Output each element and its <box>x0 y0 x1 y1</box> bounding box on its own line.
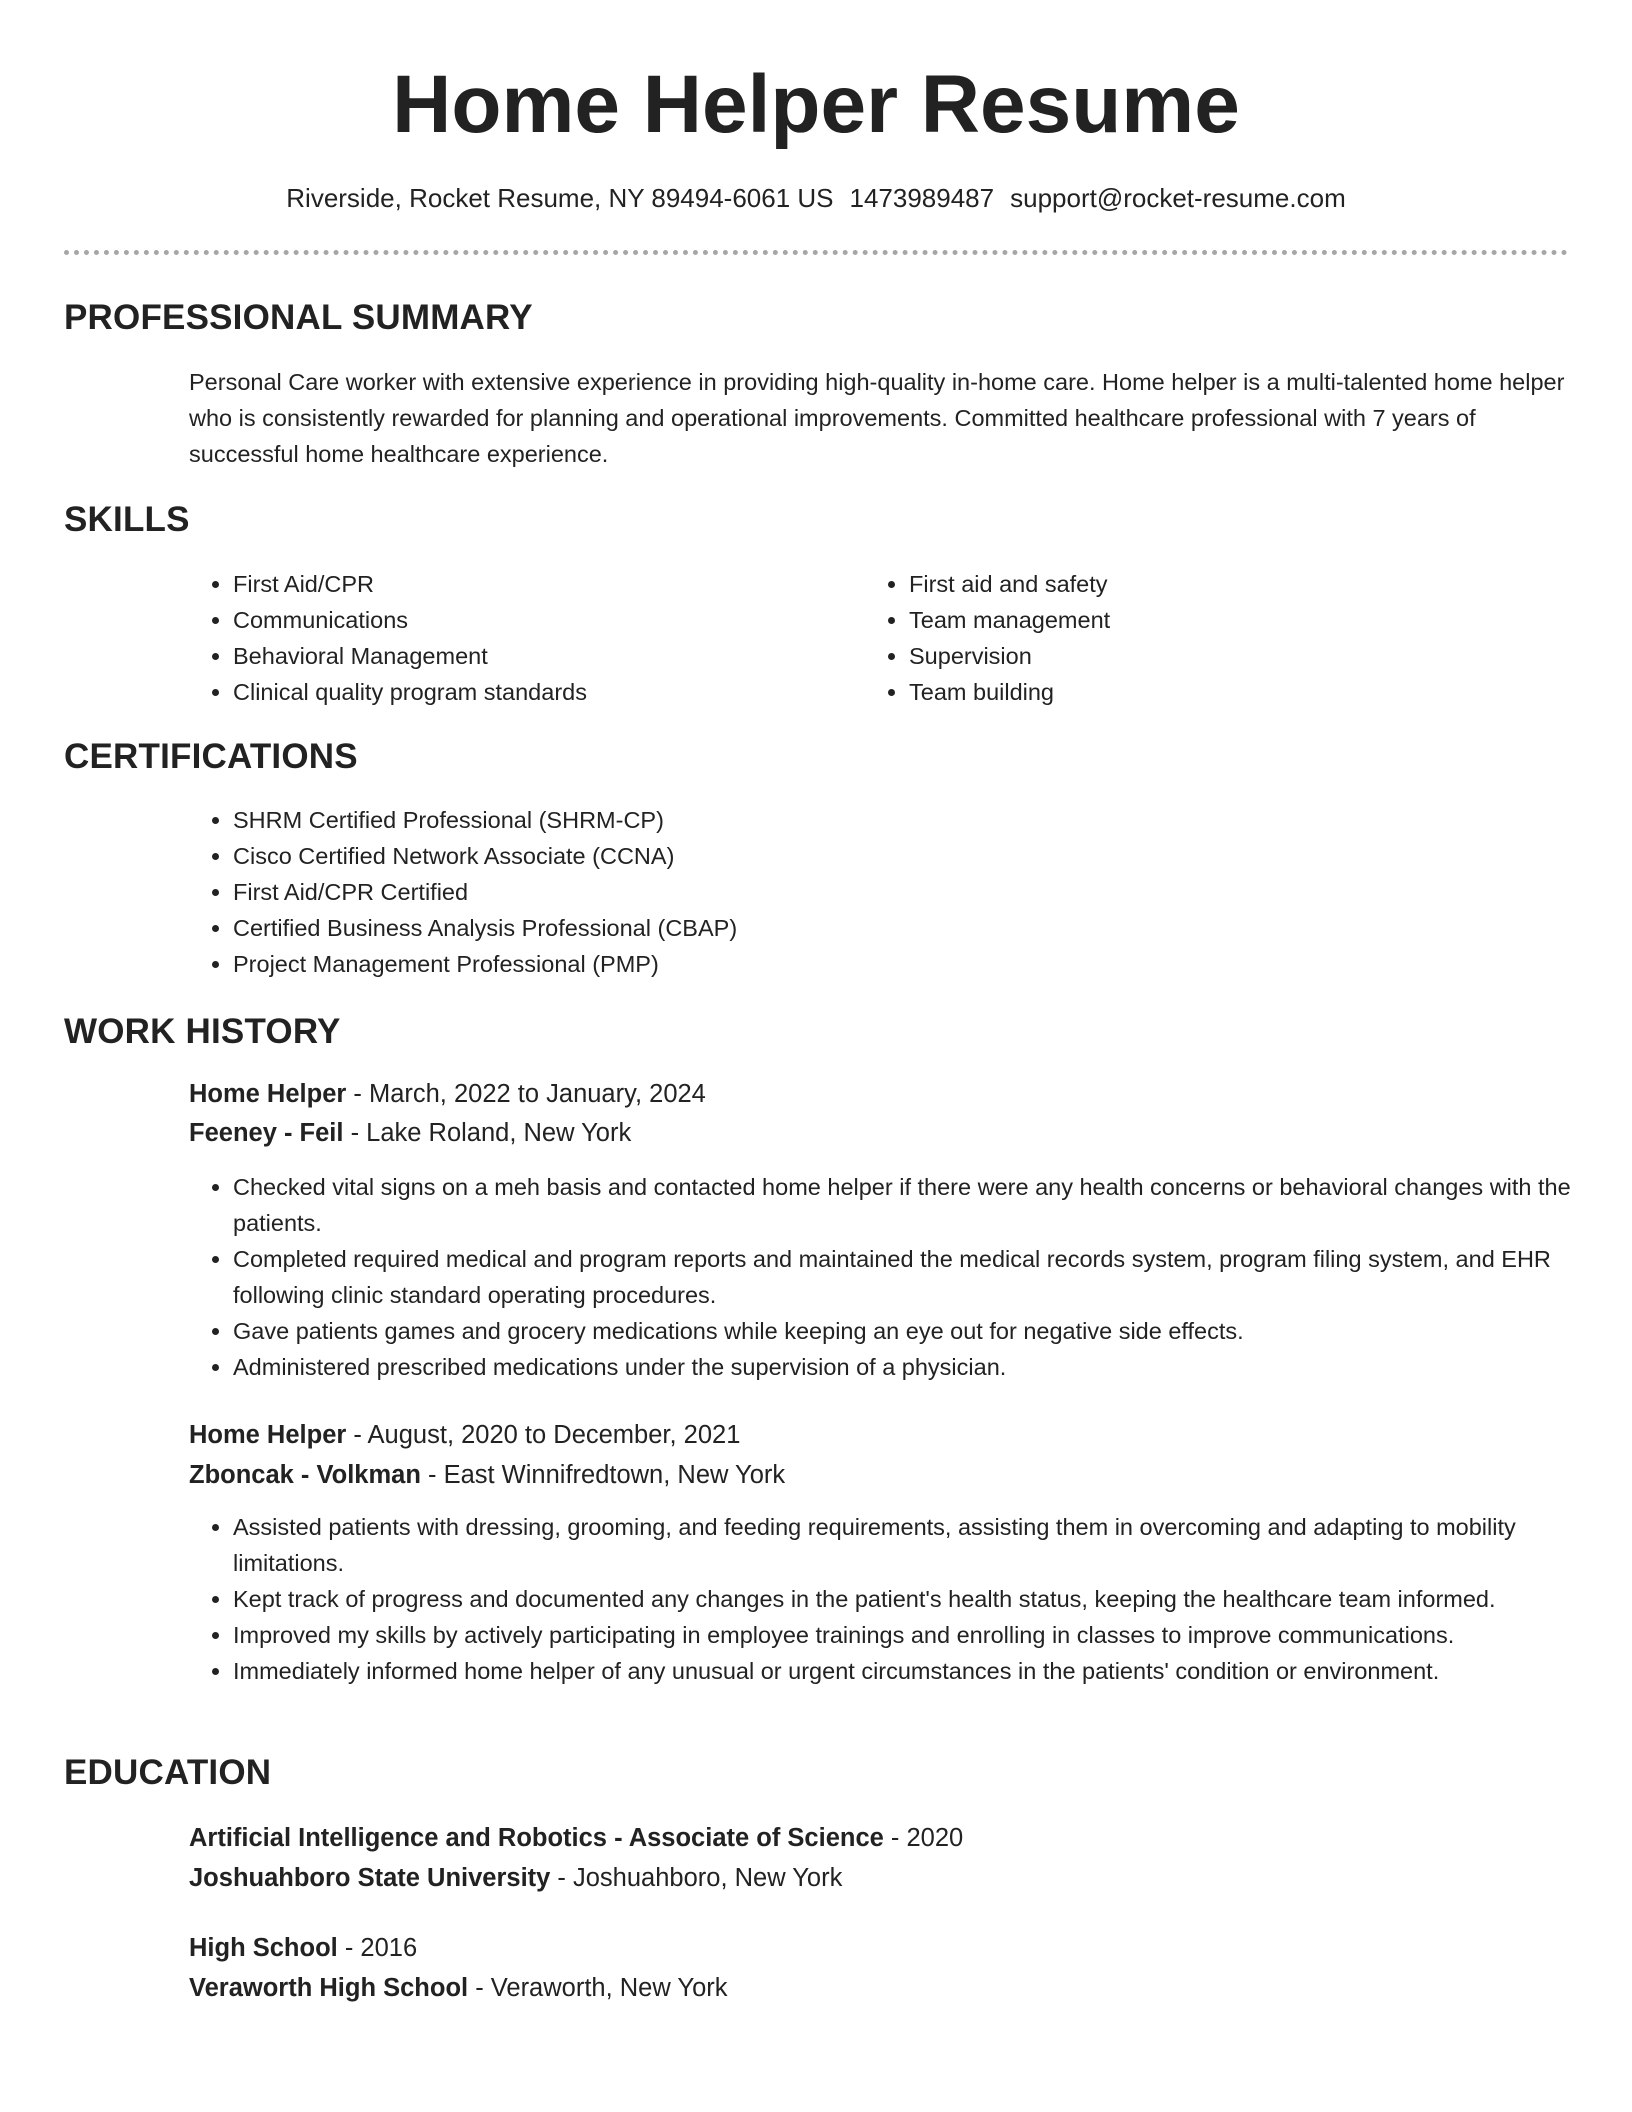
contact-address: Riverside, Rocket Resume, NY 89494-6061 US <box>286 183 834 213</box>
job-location: - East Winnifredtown, New York <box>420 1461 786 1489</box>
education-degree-line <box>189 1820 963 1856</box>
job-bullet: • Kept track of progress and documented any changes in the patient's health status, keeping the healthcare team informed. <box>233 1581 1618 1617</box>
certification-item: • Cisco Certified Network Associate (CCNA) <box>233 838 1613 874</box>
header-divider <box>64 250 1568 255</box>
certifications-heading: CERTIFICATIONS <box>64 737 358 776</box>
skill-item: • Clinical quality program standards <box>233 674 853 710</box>
job-title: Home Helper <box>189 1080 347 1108</box>
certification-item: • Project Management Professional (PMP) <box>233 946 1613 982</box>
certification-item: • First Aid/CPR Certified <box>233 874 1613 910</box>
contact-email: support@rocket-resume.com <box>1010 183 1346 213</box>
education-school-line <box>189 1860 842 1896</box>
job-company: Feeney - Feil <box>189 1119 344 1147</box>
resume-title: Home Helper Resume <box>392 59 1240 150</box>
job-bullet: • Immediately informed home helper of any unusual or urgent circumstances in the patients' condition or environment. <box>233 1653 1618 1689</box>
skill-item: • Communications <box>233 602 853 638</box>
job-bullet: • Administered prescribed medications under the supervision of a physician. <box>233 1349 1618 1385</box>
summary-heading: PROFESSIONAL SUMMARY <box>64 298 533 337</box>
job-bullet: • Assisted patients with dressing, grooming, and feeding requirements, assisting them in overcoming and adapting to mobility limitations. <box>233 1509 1618 1581</box>
job-company-line <box>189 1457 785 1493</box>
education-degree: Artificial Intelligence and Robotics - Associate of Science <box>189 1824 884 1852</box>
skill-item: • First Aid/CPR <box>233 566 853 602</box>
job-bullet: • Checked vital signs on a meh basis and contacted home helper if there were any health concerns or behavioral changes with the patients. <box>233 1169 1618 1241</box>
education-location: - Veraworth, New York <box>468 1974 728 2002</box>
job-dates: - March, 2022 to January, 2024 <box>346 1080 706 1108</box>
skill-item: • Behavioral Management <box>233 638 853 674</box>
education-heading: EDUCATION <box>64 1753 272 1792</box>
contact-line <box>0 178 1632 218</box>
education-school: Joshuahboro State University <box>189 1864 551 1892</box>
job-bullets <box>189 1509 1618 1689</box>
education-school: Veraworth High School <box>189 1974 469 2002</box>
job-title-line <box>189 1417 740 1453</box>
education-degree: High School <box>189 1934 338 1962</box>
certifications-list <box>189 802 1613 982</box>
education-location: - Joshuahboro, New York <box>550 1864 843 1892</box>
job-dates: - August, 2020 to December, 2021 <box>346 1421 741 1449</box>
certification-item: • SHRM Certified Professional (SHRM-CP) <box>233 802 1613 838</box>
education-year: - 2020 <box>883 1824 964 1852</box>
education-school-line <box>189 1970 728 2006</box>
education-degree-line <box>189 1930 417 1966</box>
job-company-line <box>189 1115 631 1151</box>
skills-list-right <box>865 566 1529 710</box>
skill-item: • First aid and safety <box>909 566 1529 602</box>
contact-phone: 1473989487 <box>849 183 995 213</box>
job-bullet: • Gave patients games and grocery medications while keeping an eye out for negative side effects. <box>233 1313 1618 1349</box>
skill-item: • Supervision <box>909 638 1529 674</box>
job-bullet: • Improved my skills by actively participating in employee trainings and enrolling in classes to improve communications. <box>233 1617 1618 1653</box>
job-bullets <box>189 1169 1618 1385</box>
skill-item: • Team management <box>909 602 1529 638</box>
job-company: Zboncak - Volkman <box>189 1461 421 1489</box>
job-location: - Lake Roland, New York <box>343 1119 632 1147</box>
summary-text: Personal Care worker with extensive experience in providing high-quality in-home care. Home helper is a multi-talented home helper who is consistently rewarded for planning and operational improvements. Committed healthcare professional with 7 years of successful home healthcare experience. <box>189 369 1565 467</box>
job-title: Home Helper <box>189 1421 347 1449</box>
skill-item: • Team building <box>909 674 1529 710</box>
education-year: - 2016 <box>337 1934 418 1962</box>
skills-list-left <box>189 566 853 710</box>
job-title-line <box>189 1076 706 1112</box>
job-bullet: • Completed required medical and program reports and maintained the medical records system, program filing system, and EHR following clinic standard operating procedures. <box>233 1241 1618 1313</box>
work-history-heading: WORK HISTORY <box>64 1012 341 1051</box>
skills-heading: SKILLS <box>64 500 190 539</box>
certification-item: • Certified Business Analysis Professional (CBAP) <box>233 910 1613 946</box>
